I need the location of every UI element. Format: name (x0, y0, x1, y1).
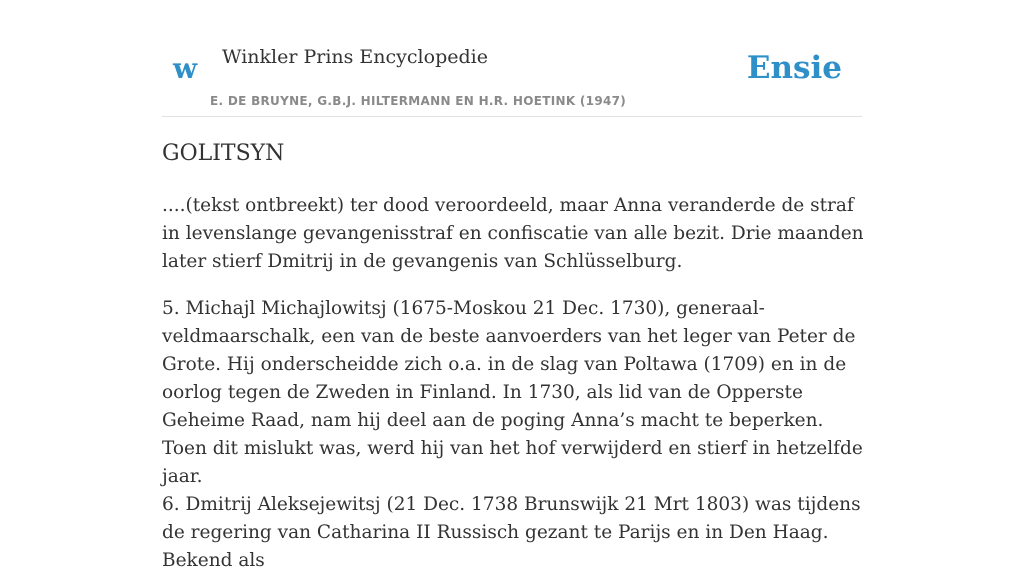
article-paragraph: 6. Dmitrij Aleksejewitsj (21 Dec. 1738 Brunswijk 21 Mrt 1803) was tijdens de regering van Catharina II Russisch gezant te Parijs en in Den Haag. Bekend als (162, 494, 861, 571)
site-title[interactable]: Winkler Prins Encyclopedie (222, 46, 488, 68)
brand-logo[interactable]: Ensie (746, 50, 842, 86)
site-header (162, 0, 862, 117)
article-body (162, 192, 872, 575)
site-authors: E. DE BRUYNE, G.B.J. HILTERMANN EN H.R. HOETINK (1947) (210, 94, 627, 108)
article-paragraph: 5. Michajl Michajlowitsj (1675-Moskou 21 Dec. 1730), generaal-veldmaarschalk, een van de beste aanvoerders van het leger van Peter de Grote. Hij onderscheidde zich o.a. in de slag van Poltawa (1709) en in de oorlog tegen de Zweden in Finland. In 1730, als lid van de Opperste Geheime Raad, nam hij deel aan de poging Anna’s macht te beperken. Toen dit mislukt was, werd hij van het hof verwijderd en stierf in hetzelfde jaar. (162, 298, 863, 487)
article-paragraph: ....(tekst ontbreekt) ter dood veroordeeld, maar Anna veranderde de straf in levenslange gevangenisstraf en confiscatie van alle bezit. Drie maanden later stierf Dmitrij in de gevangenis van Schlüsselburg. (162, 195, 864, 272)
site-logo[interactable]: w (173, 52, 198, 85)
article-title: GOLITSYN (162, 141, 285, 166)
